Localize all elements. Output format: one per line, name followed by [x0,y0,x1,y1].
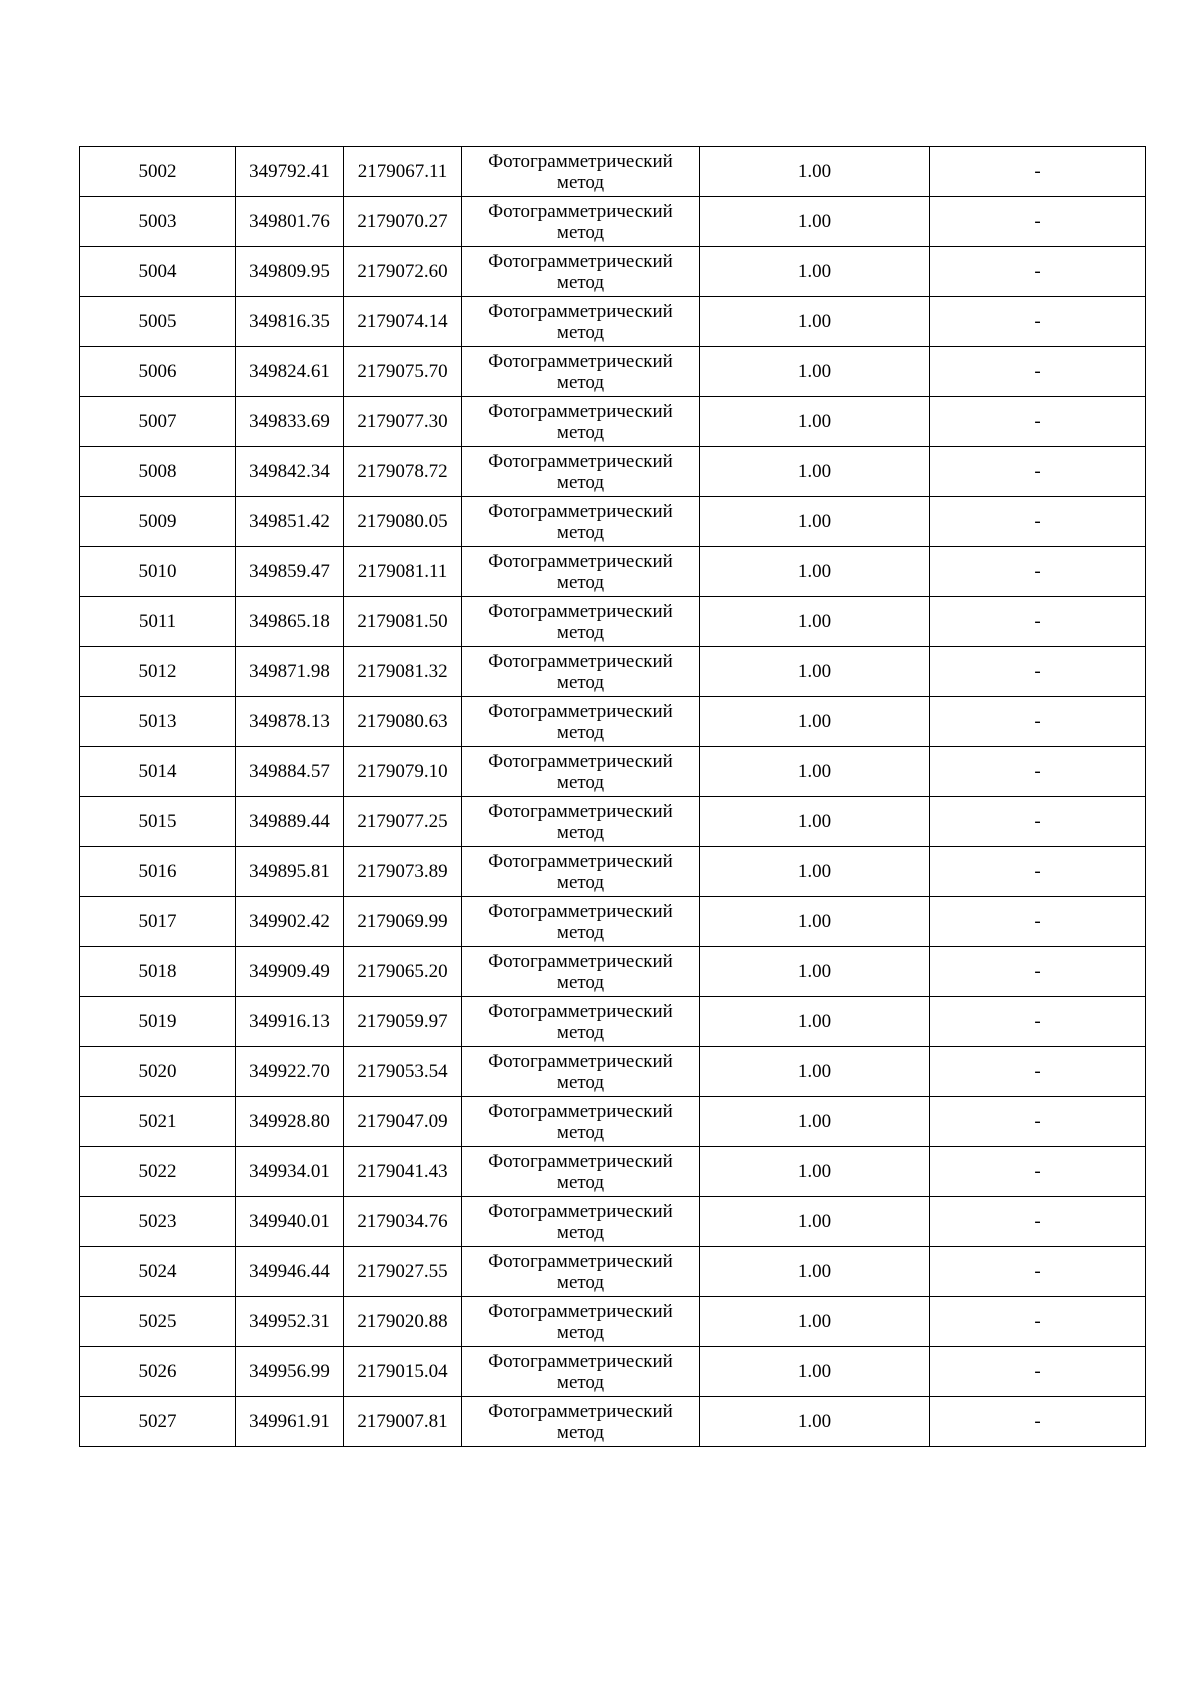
table-row [80,897,1146,947]
accuracy-cell: 1.00 [700,697,930,747]
note-cell: - [930,1297,1146,1347]
note-cell: - [930,1397,1146,1447]
note-cell: - [930,1047,1146,1097]
accuracy-cell: 1.00 [700,1147,930,1197]
note-cell: - [930,847,1146,897]
method-cell [462,147,700,197]
accuracy-cell: 1.00 [700,647,930,697]
method-text-line2: метод [556,671,605,693]
method-cell [462,897,700,947]
method-text-line2: метод [556,171,605,193]
accuracy-cell: 1.00 [700,547,930,597]
y-coordinate-cell: 2179007.81 [344,1397,462,1447]
table-row [80,197,1146,247]
note-cell: - [930,997,1146,1047]
y-coordinate-cell: 2179080.05 [344,497,462,547]
x-coordinate-cell: 349895.81 [236,847,344,897]
table-row [80,1247,1146,1297]
note-cell: - [930,1097,1146,1147]
method-text-line1: Фотограмметрический [488,400,673,422]
table-row [80,497,1146,547]
y-coordinate-cell: 2179073.89 [344,847,462,897]
note-cell: - [930,247,1146,297]
y-coordinate-cell: 2179081.50 [344,597,462,647]
point-number-cell: 5024 [80,1247,236,1297]
method-text-line2: метод [556,621,605,643]
method-cell [462,497,700,547]
method-text-line1: Фотограмметрический [488,1150,673,1172]
x-coordinate-cell: 349878.13 [236,697,344,747]
method-text-line2: метод [556,421,605,443]
accuracy-cell: 1.00 [700,947,930,997]
table-row [80,147,1146,197]
accuracy-cell: 1.00 [700,347,930,397]
y-coordinate-cell: 2179027.55 [344,1247,462,1297]
method-text-line2: метод [556,1071,605,1093]
accuracy-cell: 1.00 [700,397,930,447]
method-text-line1: Фотограмметрический [488,550,673,572]
accuracy-cell: 1.00 [700,447,930,497]
point-number-cell: 5018 [80,947,236,997]
point-number-cell: 5019 [80,997,236,1047]
x-coordinate-cell: 349922.70 [236,1047,344,1097]
table-row [80,347,1146,397]
y-coordinate-cell: 2179065.20 [344,947,462,997]
method-text-line1: Фотограмметрический [488,850,673,872]
method-text-line1: Фотограмметрический [488,250,673,272]
point-number-cell: 5002 [80,147,236,197]
accuracy-cell: 1.00 [700,1047,930,1097]
note-cell: - [930,697,1146,747]
method-text-line1: Фотограмметрический [488,1400,673,1422]
table-row [80,1297,1146,1347]
method-cell [462,1147,700,1197]
method-text-line2: метод [556,721,605,743]
method-text-line1: Фотограмметрический [488,1250,673,1272]
method-text-line1: Фотограмметрический [488,1100,673,1122]
method-text-line1: Фотограмметрический [488,500,673,522]
accuracy-cell: 1.00 [700,897,930,947]
point-number-cell: 5026 [80,1347,236,1397]
x-coordinate-cell: 349871.98 [236,647,344,697]
table-body [80,147,1146,1447]
y-coordinate-cell: 2179081.32 [344,647,462,697]
table-row [80,747,1146,797]
method-cell [462,747,700,797]
table-row [80,1047,1146,1097]
note-cell: - [930,397,1146,447]
method-text-line1: Фотограмметрический [488,450,673,472]
table-row [80,1197,1146,1247]
method-cell [462,697,700,747]
note-cell: - [930,897,1146,947]
x-coordinate-cell: 349842.34 [236,447,344,497]
point-number-cell: 5006 [80,347,236,397]
method-cell [462,347,700,397]
accuracy-cell: 1.00 [700,847,930,897]
accuracy-cell: 1.00 [700,147,930,197]
method-text-line2: метод [556,921,605,943]
table-row [80,447,1146,497]
method-cell [462,1097,700,1147]
note-cell: - [930,197,1146,247]
method-text-line2: метод [556,321,605,343]
point-number-cell: 5017 [80,897,236,947]
table-row [80,1397,1146,1447]
method-cell [462,297,700,347]
x-coordinate-cell: 349792.41 [236,147,344,197]
x-coordinate-cell: 349809.95 [236,247,344,297]
note-cell: - [930,547,1146,597]
method-cell [462,597,700,647]
accuracy-cell: 1.00 [700,1247,930,1297]
point-number-cell: 5023 [80,1197,236,1247]
method-text-line1: Фотограмметрический [488,1300,673,1322]
y-coordinate-cell: 2179041.43 [344,1147,462,1197]
method-text-line1: Фотограмметрический [488,300,673,322]
method-cell [462,397,700,447]
table-row [80,1347,1146,1397]
y-coordinate-cell: 2179080.63 [344,697,462,747]
method-text-line1: Фотограмметрический [488,700,673,722]
note-cell: - [930,647,1146,697]
accuracy-cell: 1.00 [700,797,930,847]
point-number-cell: 5003 [80,197,236,247]
y-coordinate-cell: 2179069.99 [344,897,462,947]
table-row [80,247,1146,297]
accuracy-cell: 1.00 [700,1297,930,1347]
table-row [80,697,1146,747]
y-coordinate-cell: 2179081.11 [344,547,462,597]
method-text-line2: метод [556,571,605,593]
method-text-line2: метод [556,471,605,493]
point-number-cell: 5007 [80,397,236,447]
point-number-cell: 5016 [80,847,236,897]
y-coordinate-cell: 2179077.25 [344,797,462,847]
method-text-line2: метод [556,1121,605,1143]
point-number-cell: 5021 [80,1097,236,1147]
accuracy-cell: 1.00 [700,1397,930,1447]
y-coordinate-cell: 2179077.30 [344,397,462,447]
y-coordinate-cell: 2179070.27 [344,197,462,247]
table-row [80,947,1146,997]
x-coordinate-cell: 349934.01 [236,1147,344,1197]
x-coordinate-cell: 349909.49 [236,947,344,997]
point-number-cell: 5027 [80,1397,236,1447]
point-number-cell: 5014 [80,747,236,797]
point-number-cell: 5020 [80,1047,236,1097]
x-coordinate-cell: 349961.91 [236,1397,344,1447]
y-coordinate-cell: 2179072.60 [344,247,462,297]
note-cell: - [930,1197,1146,1247]
method-text-line2: метод [556,1271,605,1293]
x-coordinate-cell: 349956.99 [236,1347,344,1397]
method-cell [462,847,700,897]
accuracy-cell: 1.00 [700,1097,930,1147]
accuracy-cell: 1.00 [700,197,930,247]
accuracy-cell: 1.00 [700,1197,930,1247]
accuracy-cell: 1.00 [700,597,930,647]
point-number-cell: 5005 [80,297,236,347]
method-text-line1: Фотограмметрический [488,1050,673,1072]
method-text-line2: метод [556,1371,605,1393]
point-number-cell: 5025 [80,1297,236,1347]
method-cell [462,1397,700,1447]
method-text-line1: Фотограмметрический [488,1000,673,1022]
method-text-line2: метод [556,1421,605,1443]
method-cell [462,647,700,697]
method-cell [462,1247,700,1297]
note-cell: - [930,147,1146,197]
method-cell [462,1047,700,1097]
method-text-line1: Фотограмметрический [488,350,673,372]
accuracy-cell: 1.00 [700,297,930,347]
point-number-cell: 5012 [80,647,236,697]
y-coordinate-cell: 2179075.70 [344,347,462,397]
method-text-line2: метод [556,271,605,293]
method-text-line1: Фотограмметрический [488,650,673,672]
method-cell [462,247,700,297]
method-text-line1: Фотограмметрический [488,900,673,922]
accuracy-cell: 1.00 [700,997,930,1047]
table-row [80,1097,1146,1147]
method-text-line1: Фотограмметрический [488,800,673,822]
method-text-line1: Фотограмметрический [488,1200,673,1222]
table-row [80,1147,1146,1197]
note-cell: - [930,297,1146,347]
note-cell: - [930,447,1146,497]
method-text-line1: Фотограмметрический [488,750,673,772]
coordinates-table [79,146,1146,1447]
accuracy-cell: 1.00 [700,247,930,297]
x-coordinate-cell: 349859.47 [236,547,344,597]
point-number-cell: 5008 [80,447,236,497]
table-row [80,397,1146,447]
point-number-cell: 5009 [80,497,236,547]
note-cell: - [930,1347,1146,1397]
method-text-line2: метод [556,871,605,893]
point-number-cell: 5010 [80,547,236,597]
method-text-line1: Фотограмметрический [488,600,673,622]
x-coordinate-cell: 349889.44 [236,797,344,847]
x-coordinate-cell: 349940.01 [236,1197,344,1247]
y-coordinate-cell: 2179020.88 [344,1297,462,1347]
x-coordinate-cell: 349824.61 [236,347,344,397]
method-text-line2: метод [556,1021,605,1043]
note-cell: - [930,597,1146,647]
method-text-line1: Фотограмметрический [488,150,673,172]
table-row [80,647,1146,697]
y-coordinate-cell: 2179059.97 [344,997,462,1047]
method-cell [462,197,700,247]
method-text-line1: Фотограмметрический [488,1350,673,1372]
note-cell: - [930,947,1146,997]
method-cell [462,797,700,847]
note-cell: - [930,1247,1146,1297]
method-cell [462,1197,700,1247]
table-row [80,297,1146,347]
point-number-cell: 5015 [80,797,236,847]
x-coordinate-cell: 349952.31 [236,1297,344,1347]
method-cell [462,1347,700,1397]
method-text-line2: метод [556,1171,605,1193]
note-cell: - [930,797,1146,847]
method-text-line2: метод [556,1221,605,1243]
method-text-line2: метод [556,971,605,993]
x-coordinate-cell: 349851.42 [236,497,344,547]
method-text-line1: Фотограмметрический [488,200,673,222]
y-coordinate-cell: 2179067.11 [344,147,462,197]
table-row [80,847,1146,897]
note-cell: - [930,347,1146,397]
x-coordinate-cell: 349816.35 [236,297,344,347]
accuracy-cell: 1.00 [700,747,930,797]
x-coordinate-cell: 349801.76 [236,197,344,247]
y-coordinate-cell: 2179053.54 [344,1047,462,1097]
method-cell [462,447,700,497]
point-number-cell: 5022 [80,1147,236,1197]
note-cell: - [930,747,1146,797]
table-row [80,997,1146,1047]
y-coordinate-cell: 2179047.09 [344,1097,462,1147]
note-cell: - [930,1147,1146,1197]
point-number-cell: 5013 [80,697,236,747]
method-text-line2: метод [556,771,605,793]
method-text-line2: метод [556,1321,605,1343]
y-coordinate-cell: 2179015.04 [344,1347,462,1397]
method-text-line2: метод [556,371,605,393]
table-row [80,597,1146,647]
method-cell [462,1297,700,1347]
x-coordinate-cell: 349928.80 [236,1097,344,1147]
method-text-line1: Фотограмметрический [488,950,673,972]
method-cell [462,997,700,1047]
table-row [80,797,1146,847]
x-coordinate-cell: 349916.13 [236,997,344,1047]
x-coordinate-cell: 349902.42 [236,897,344,947]
note-cell: - [930,497,1146,547]
accuracy-cell: 1.00 [700,497,930,547]
method-cell [462,547,700,597]
x-coordinate-cell: 349884.57 [236,747,344,797]
accuracy-cell: 1.00 [700,1347,930,1397]
method-text-line2: метод [556,521,605,543]
method-text-line2: метод [556,821,605,843]
y-coordinate-cell: 2179034.76 [344,1197,462,1247]
method-cell [462,947,700,997]
point-number-cell: 5011 [80,597,236,647]
method-text-line2: метод [556,221,605,243]
x-coordinate-cell: 349833.69 [236,397,344,447]
point-number-cell: 5004 [80,247,236,297]
y-coordinate-cell: 2179079.10 [344,747,462,797]
x-coordinate-cell: 349865.18 [236,597,344,647]
table-row [80,547,1146,597]
y-coordinate-cell: 2179074.14 [344,297,462,347]
x-coordinate-cell: 349946.44 [236,1247,344,1297]
y-coordinate-cell: 2179078.72 [344,447,462,497]
